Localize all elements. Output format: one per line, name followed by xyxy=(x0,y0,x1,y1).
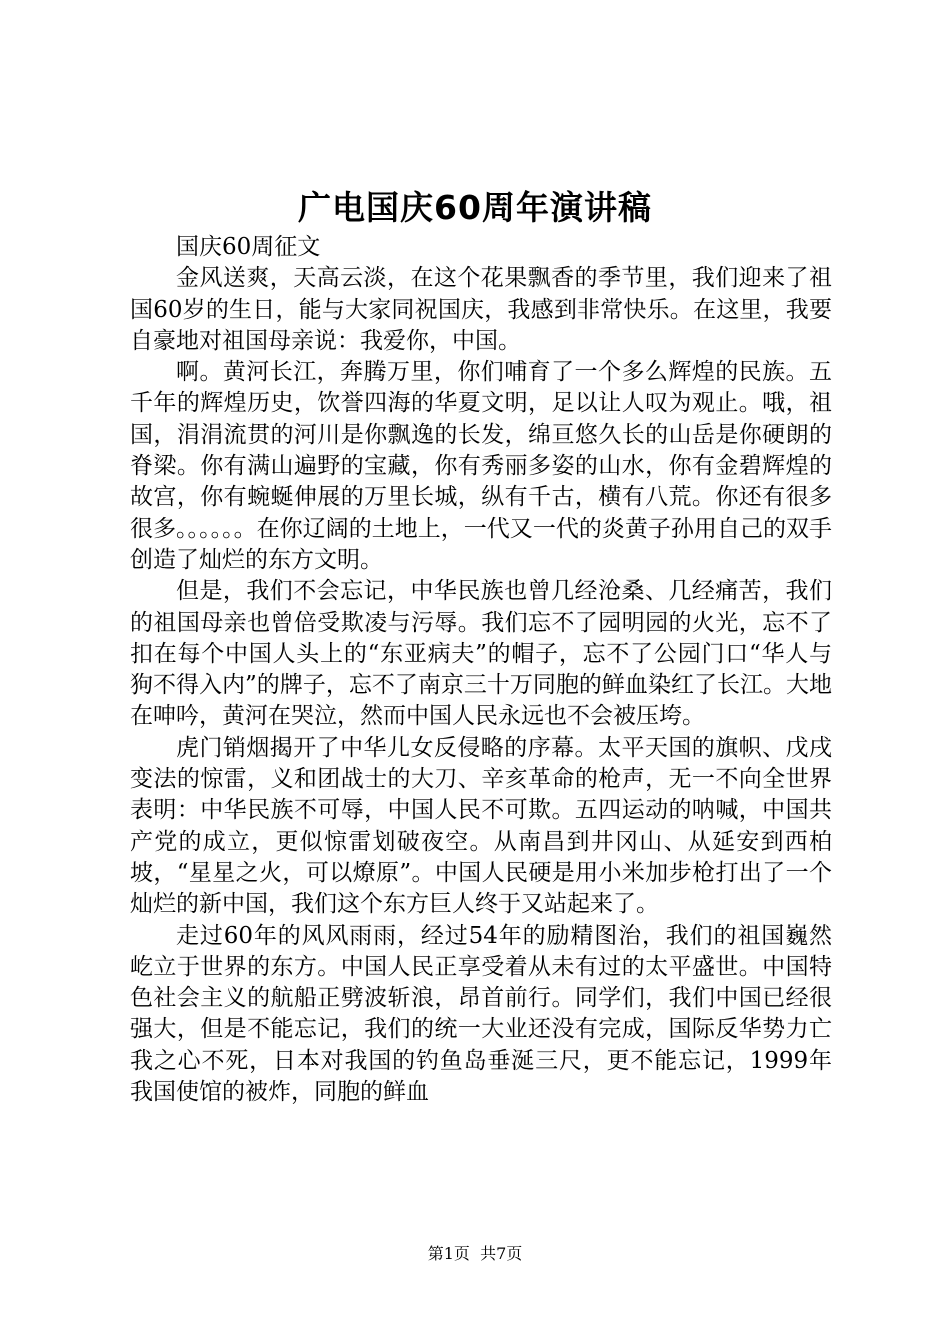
document-body xyxy=(130,232,832,1108)
page-number-footer: 第1页 共7页 xyxy=(427,1244,523,1263)
paragraph: 啊。黄河长江，奔腾万里，你们哺育了一个多么辉煌的民族。五千年的辉煌历史，饮誉四海的华夏文明，足以让人叹为观止。哦，祖国，涓涓流贯的河川是你飘逸的长发，绵亘悠久长的山岳是你硬朗的脊梁。你有满山遍野的宝藏，你有秀丽多姿的山水，你有金碧辉煌的故宫，你有蜿蜒伸展的万里长城，纵有千古，横有八荒。你还有很多很多。。。。。。在你辽阔的土地上，一代又一代的炎黄子孙用自己的双手创造了灿烂的东方文明。 xyxy=(130,359,832,573)
paragraph: 走过60年的风风雨雨，经过54年的励精图治，我们的祖国巍然屹立于世界的东方。中国人民正享受着从未有过的太平盛世。中国特色社会主义的航船正劈波斩浪，昂首前行。同学们，我们中国已经很强大，但是不能忘记，我们的统一大业还没有完成，国际反华势力亡我之心不死，日本对我国的钓鱼岛垂涎三尺，更不能忘记，1999年我国使馆的被炸，同胞的鲜血 xyxy=(130,922,832,1106)
document-title: 广电国庆60周年演讲稿 xyxy=(298,188,652,227)
paragraph: 但是，我们不会忘记，中华民族也曾几经沧桑、几经痛苦，我们的祖国母亲也曾倍受欺凌与污辱。我们忘不了园明园的火光，忘不了扣在每个中国人头上的“东亚病夫”的帽子，忘不了公园门口“华人与狗不得入内”的牌子，忘不了南京三十万同胞的鲜血染红了长江。大地在呻吟，黄河在哭泣，然而中国人民永远也不会被压垮。 xyxy=(130,578,832,730)
document-subtitle: 国庆60周征文 xyxy=(176,234,321,260)
paragraph: 金风送爽，天高云淡，在这个花果飘香的季节里，我们迎来了祖国60岁的生日，能与大家同祝国庆，我感到非常快乐。在这里，我要自豪地对祖国母亲说：我爱你，中国。 xyxy=(130,265,832,354)
paragraph: 虎门销烟揭开了中华儿女反侵略的序幕。太平天国的旗帜、戊戌变法的惊雷，义和团战士的大刀、辛亥革命的枪声，无一不向全世界表明：中华民族不可辱，中国人民不可欺。五四运动的呐喊，中国共产党的成立，更似惊雷划破夜空。从南昌到井冈山、从延安到西柏坡，“星星之火，可以燎原”。中国人民硬是用小米加步枪打出了一个灿烂的新中国，我们这个东方巨人终于又站起来了。 xyxy=(130,734,832,918)
